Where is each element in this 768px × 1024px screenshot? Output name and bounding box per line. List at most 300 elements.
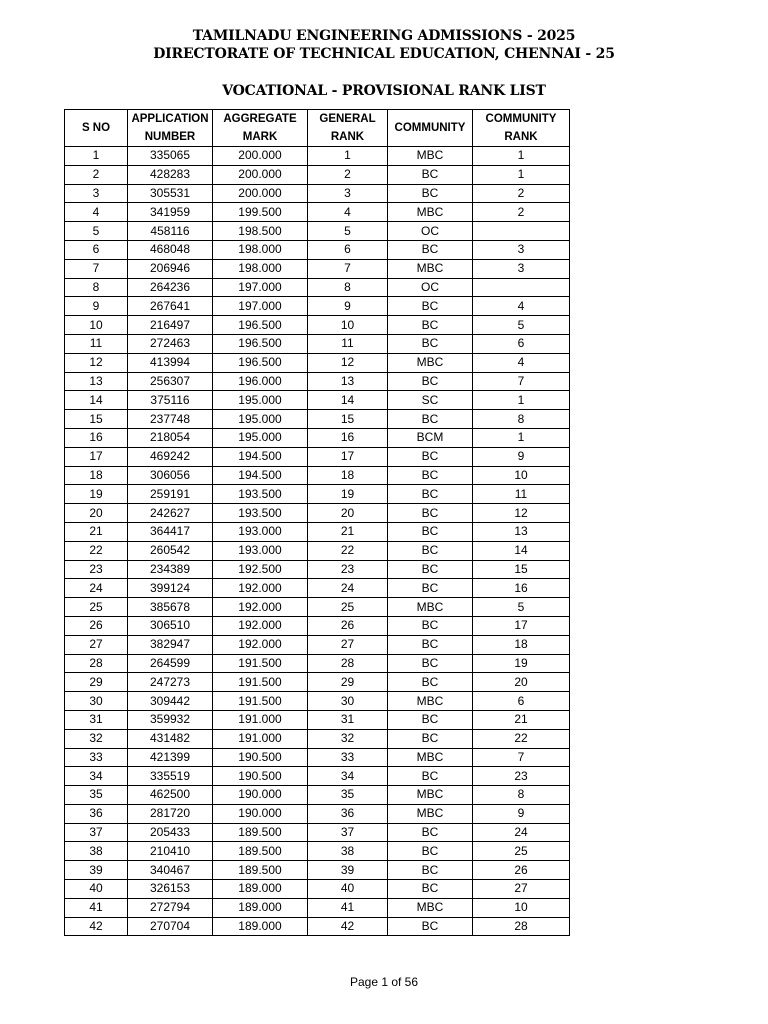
community-rank-cell: 21 [473,710,570,729]
aggregate-mark-cell: 193.000 [213,522,308,541]
rank-table-body [65,147,570,936]
community-cell: OC [388,278,473,297]
general-rank-cell: 2 [308,165,388,184]
table-row [65,447,570,466]
aggregate-mark-cell: 192.000 [213,598,308,617]
column-header-text: S NO [81,122,111,134]
community-rank-cell [473,278,570,297]
table-row [65,353,570,372]
general-rank-cell: 19 [308,485,388,504]
community-rank-cell: 25 [473,842,570,861]
column-header-general-rank [308,110,388,147]
aggregate-mark-cell: 192.500 [213,560,308,579]
application-number-cell: 413994 [128,353,213,372]
general-rank-cell: 34 [308,767,388,786]
table-row [65,222,570,241]
table-row [65,372,570,391]
column-header-community-rank [473,110,570,147]
sno-cell: 37 [65,823,128,842]
community-rank-cell: 17 [473,616,570,635]
community-cell: MBC [388,692,473,711]
application-number-cell: 469242 [128,447,213,466]
community-cell: SC [388,391,473,410]
sno-cell: 15 [65,410,128,429]
table-row [65,767,570,786]
community-rank-cell: 16 [473,579,570,598]
general-rank-cell: 29 [308,673,388,692]
table-row [65,917,570,936]
application-number-cell: 335519 [128,767,213,786]
general-rank-cell: 7 [308,259,388,278]
community-rank-cell: 18 [473,635,570,654]
sno-cell: 41 [65,898,128,917]
general-rank-cell: 36 [308,804,388,823]
application-number-cell: 335065 [128,147,213,166]
application-number-cell: 247273 [128,673,213,692]
community-cell: MBC [388,147,473,166]
column-header-text: COMMUNITY [485,113,557,125]
community-cell: BC [388,842,473,861]
aggregate-mark-cell: 193.500 [213,504,308,523]
community-rank-cell: 23 [473,767,570,786]
general-rank-cell: 30 [308,692,388,711]
sno-cell: 40 [65,880,128,899]
aggregate-mark-cell: 197.000 [213,278,308,297]
community-rank-cell: 9 [473,447,570,466]
table-row [65,504,570,523]
table-row [65,466,570,485]
application-number-cell: 237748 [128,410,213,429]
sno-cell: 38 [65,842,128,861]
aggregate-mark-cell: 198.000 [213,259,308,278]
community-cell: BC [388,616,473,635]
sno-cell: 18 [65,466,128,485]
aggregate-mark-cell: 200.000 [213,147,308,166]
column-header-text: NUMBER [144,131,196,143]
community-rank-cell: 1 [473,391,570,410]
sno-cell: 24 [65,579,128,598]
aggregate-mark-cell: 193.500 [213,485,308,504]
table-row [65,391,570,410]
aggregate-mark-cell: 190.000 [213,786,308,805]
table-row [65,485,570,504]
application-number-cell: 341959 [128,203,213,222]
community-cell: BC [388,541,473,560]
general-rank-cell: 26 [308,616,388,635]
sno-cell: 32 [65,729,128,748]
general-rank-cell: 21 [308,522,388,541]
aggregate-mark-cell: 189.000 [213,917,308,936]
community-cell: BC [388,729,473,748]
sno-cell: 16 [65,428,128,447]
column-header-text: RANK [504,131,538,143]
table-row [65,165,570,184]
table-row [65,673,570,692]
community-rank-cell: 13 [473,522,570,541]
table-row [65,616,570,635]
table-row [65,240,570,259]
application-number-cell: 242627 [128,504,213,523]
community-cell: MBC [388,353,473,372]
community-cell: BC [388,240,473,259]
general-rank-cell: 42 [308,917,388,936]
application-number-cell: 205433 [128,823,213,842]
sno-cell: 8 [65,278,128,297]
application-number-cell: 216497 [128,316,213,335]
sno-cell: 25 [65,598,128,617]
table-row [65,748,570,767]
general-rank-cell: 9 [308,297,388,316]
table-row [65,297,570,316]
general-rank-cell: 6 [308,240,388,259]
community-cell: BC [388,372,473,391]
application-number-cell: 260542 [128,541,213,560]
general-rank-cell: 31 [308,710,388,729]
community-cell: OC [388,222,473,241]
community-rank-cell: 8 [473,410,570,429]
application-number-cell: 306510 [128,616,213,635]
sno-cell: 27 [65,635,128,654]
sno-cell: 39 [65,861,128,880]
community-cell: MBC [388,203,473,222]
application-number-cell: 234389 [128,560,213,579]
general-rank-cell: 17 [308,447,388,466]
community-rank-cell: 3 [473,240,570,259]
community-cell: BC [388,560,473,579]
table-row [65,203,570,222]
table-row [65,635,570,654]
application-number-cell: 428283 [128,165,213,184]
aggregate-mark-cell: 196.500 [213,353,308,372]
aggregate-mark-cell: 192.000 [213,635,308,654]
sno-cell: 34 [65,767,128,786]
community-rank-cell: 2 [473,184,570,203]
general-rank-cell: 16 [308,428,388,447]
application-number-cell: 264236 [128,278,213,297]
table-row [65,598,570,617]
general-rank-cell: 8 [308,278,388,297]
column-header-sno [65,110,128,147]
application-number-cell: 206946 [128,259,213,278]
aggregate-mark-cell: 189.000 [213,898,308,917]
column-header-text: APPLICATION [131,113,209,125]
application-number-cell: 431482 [128,729,213,748]
general-rank-cell: 23 [308,560,388,579]
community-rank-cell: 10 [473,466,570,485]
community-rank-cell: 6 [473,334,570,353]
aggregate-mark-cell: 195.000 [213,428,308,447]
sno-cell: 20 [65,504,128,523]
application-number-cell: 364417 [128,522,213,541]
community-cell: BC [388,165,473,184]
community-cell: MBC [388,598,473,617]
application-number-cell: 375116 [128,391,213,410]
general-rank-cell: 27 [308,635,388,654]
general-rank-cell: 38 [308,842,388,861]
community-rank-cell: 14 [473,541,570,560]
list-title: VOCATIONAL - PROVISIONAL RANK LIST [222,83,546,99]
general-rank-cell: 11 [308,334,388,353]
application-number-cell: 281720 [128,804,213,823]
community-rank-cell: 20 [473,673,570,692]
community-rank-cell: 7 [473,372,570,391]
community-rank-cell: 1 [473,428,570,447]
community-cell: BC [388,410,473,429]
table-row [65,259,570,278]
table-row [65,560,570,579]
aggregate-mark-cell: 197.000 [213,297,308,316]
community-rank-cell: 24 [473,823,570,842]
aggregate-mark-cell: 190.000 [213,804,308,823]
aggregate-mark-cell: 199.500 [213,203,308,222]
general-rank-cell: 32 [308,729,388,748]
application-number-cell: 468048 [128,240,213,259]
table-row [65,861,570,880]
general-rank-cell: 15 [308,410,388,429]
community-rank-cell: 27 [473,880,570,899]
sno-cell: 11 [65,334,128,353]
application-number-cell: 259191 [128,485,213,504]
community-rank-cell: 19 [473,654,570,673]
community-rank-cell: 6 [473,692,570,711]
table-row [65,729,570,748]
sno-cell: 23 [65,560,128,579]
sno-cell: 22 [65,541,128,560]
table-row [65,334,570,353]
column-header-text: MARK [242,131,278,143]
header-row [65,110,570,147]
column-header-aggregate-mark [213,110,308,147]
sno-cell: 3 [65,184,128,203]
table-row [65,541,570,560]
general-rank-cell: 14 [308,391,388,410]
application-number-cell: 421399 [128,748,213,767]
application-number-cell: 306056 [128,466,213,485]
table-row [65,579,570,598]
general-rank-cell: 37 [308,823,388,842]
aggregate-mark-cell: 194.500 [213,447,308,466]
community-rank-cell [473,222,570,241]
community-cell: BC [388,823,473,842]
general-rank-cell: 12 [308,353,388,372]
application-number-cell: 256307 [128,372,213,391]
table-row [65,428,570,447]
aggregate-mark-cell: 190.500 [213,748,308,767]
community-cell: BC [388,635,473,654]
community-rank-cell: 10 [473,898,570,917]
general-rank-cell: 20 [308,504,388,523]
application-number-cell: 272463 [128,334,213,353]
aggregate-mark-cell: 194.500 [213,466,308,485]
sno-cell: 5 [65,222,128,241]
application-number-cell: 267641 [128,297,213,316]
table-row [65,898,570,917]
community-rank-cell: 4 [473,297,570,316]
application-number-cell: 399124 [128,579,213,598]
general-rank-cell: 5 [308,222,388,241]
table-row [65,880,570,899]
general-rank-cell: 1 [308,147,388,166]
community-cell: BC [388,184,473,203]
aggregate-mark-cell: 189.500 [213,823,308,842]
aggregate-mark-cell: 193.000 [213,541,308,560]
community-cell: BC [388,673,473,692]
community-rank-cell: 7 [473,748,570,767]
community-rank-cell: 2 [473,203,570,222]
sno-cell: 19 [65,485,128,504]
community-cell: BC [388,861,473,880]
community-rank-cell: 1 [473,165,570,184]
community-rank-cell: 22 [473,729,570,748]
community-cell: MBC [388,786,473,805]
sno-cell: 35 [65,786,128,805]
application-number-cell: 218054 [128,428,213,447]
general-rank-cell: 33 [308,748,388,767]
table-row [65,786,570,805]
column-header-text: AGGREGATE [223,113,297,125]
sno-cell: 29 [65,673,128,692]
table-row [65,804,570,823]
general-rank-cell: 39 [308,861,388,880]
community-rank-cell: 8 [473,786,570,805]
general-rank-cell: 41 [308,898,388,917]
rank-table [64,109,570,936]
table-row [65,692,570,711]
aggregate-mark-cell: 200.000 [213,165,308,184]
community-cell: BC [388,654,473,673]
aggregate-mark-cell: 198.500 [213,222,308,241]
sno-cell: 12 [65,353,128,372]
table-row [65,710,570,729]
table-row [65,410,570,429]
sno-cell: 42 [65,917,128,936]
application-number-cell: 264599 [128,654,213,673]
sno-cell: 30 [65,692,128,711]
page-number: Page 1 of 56 [349,975,419,989]
sno-cell: 10 [65,316,128,335]
sno-cell: 26 [65,616,128,635]
table-row [65,654,570,673]
general-rank-cell: 28 [308,654,388,673]
table-row [65,316,570,335]
sno-cell: 21 [65,522,128,541]
community-cell: BC [388,522,473,541]
community-cell: MBC [388,804,473,823]
table-row [65,184,570,203]
community-cell: BC [388,579,473,598]
community-cell: BC [388,316,473,335]
general-rank-cell: 40 [308,880,388,899]
sno-cell: 4 [65,203,128,222]
application-number-cell: 210410 [128,842,213,861]
column-header-community [388,110,473,147]
application-number-cell: 270704 [128,917,213,936]
community-rank-cell: 5 [473,598,570,617]
table-row [65,522,570,541]
general-rank-cell: 18 [308,466,388,485]
sno-cell: 17 [65,447,128,466]
community-cell: BC [388,466,473,485]
sno-cell: 7 [65,259,128,278]
application-number-cell: 462500 [128,786,213,805]
community-rank-cell: 28 [473,917,570,936]
aggregate-mark-cell: 196.000 [213,372,308,391]
community-cell: BC [388,504,473,523]
sno-cell: 31 [65,710,128,729]
community-rank-cell: 15 [473,560,570,579]
community-cell: BC [388,710,473,729]
application-number-cell: 305531 [128,184,213,203]
general-rank-cell: 10 [308,316,388,335]
aggregate-mark-cell: 191.000 [213,710,308,729]
column-header-text: GENERAL [319,113,376,125]
aggregate-mark-cell: 192.000 [213,579,308,598]
community-cell: BC [388,334,473,353]
community-cell: BCM [388,428,473,447]
sno-cell: 33 [65,748,128,767]
aggregate-mark-cell: 192.000 [213,616,308,635]
aggregate-mark-cell: 189.500 [213,842,308,861]
sno-cell: 13 [65,372,128,391]
aggregate-mark-cell: 190.500 [213,767,308,786]
general-rank-cell: 24 [308,579,388,598]
aggregate-mark-cell: 189.000 [213,880,308,899]
community-cell: MBC [388,259,473,278]
sno-cell: 6 [65,240,128,259]
application-number-cell: 309442 [128,692,213,711]
application-number-cell: 326153 [128,880,213,899]
community-rank-cell: 26 [473,861,570,880]
aggregate-mark-cell: 195.000 [213,410,308,429]
general-rank-cell: 35 [308,786,388,805]
column-header-text: RANK [330,131,365,143]
document-subtitle: DIRECTORATE OF TECHNICAL EDUCATION, CHENNAI - 25 [153,46,615,62]
rank-table-header [65,110,570,147]
aggregate-mark-cell: 189.500 [213,861,308,880]
sno-cell: 28 [65,654,128,673]
sno-cell: 2 [65,165,128,184]
general-rank-cell: 25 [308,598,388,617]
community-cell: MBC [388,898,473,917]
aggregate-mark-cell: 191.500 [213,673,308,692]
aggregate-mark-cell: 198.000 [213,240,308,259]
application-number-cell: 340467 [128,861,213,880]
aggregate-mark-cell: 196.500 [213,334,308,353]
general-rank-cell: 3 [308,184,388,203]
document-title: TAMILNADU ENGINEERING ADMISSIONS - 2025 [192,28,576,44]
table-row [65,147,570,166]
application-number-cell: 385678 [128,598,213,617]
aggregate-mark-cell: 195.000 [213,391,308,410]
aggregate-mark-cell: 191.500 [213,654,308,673]
community-cell: BC [388,447,473,466]
general-rank-cell: 22 [308,541,388,560]
community-rank-cell: 12 [473,504,570,523]
community-cell: BC [388,917,473,936]
sno-cell: 14 [65,391,128,410]
community-cell: BC [388,485,473,504]
sno-cell: 9 [65,297,128,316]
column-header-application-number [128,110,213,147]
table-row [65,278,570,297]
application-number-cell: 458116 [128,222,213,241]
column-header-text: COMMUNITY [394,122,466,134]
general-rank-cell: 13 [308,372,388,391]
community-rank-cell: 1 [473,147,570,166]
community-rank-cell: 11 [473,485,570,504]
application-number-cell: 359932 [128,710,213,729]
community-rank-cell: 5 [473,316,570,335]
